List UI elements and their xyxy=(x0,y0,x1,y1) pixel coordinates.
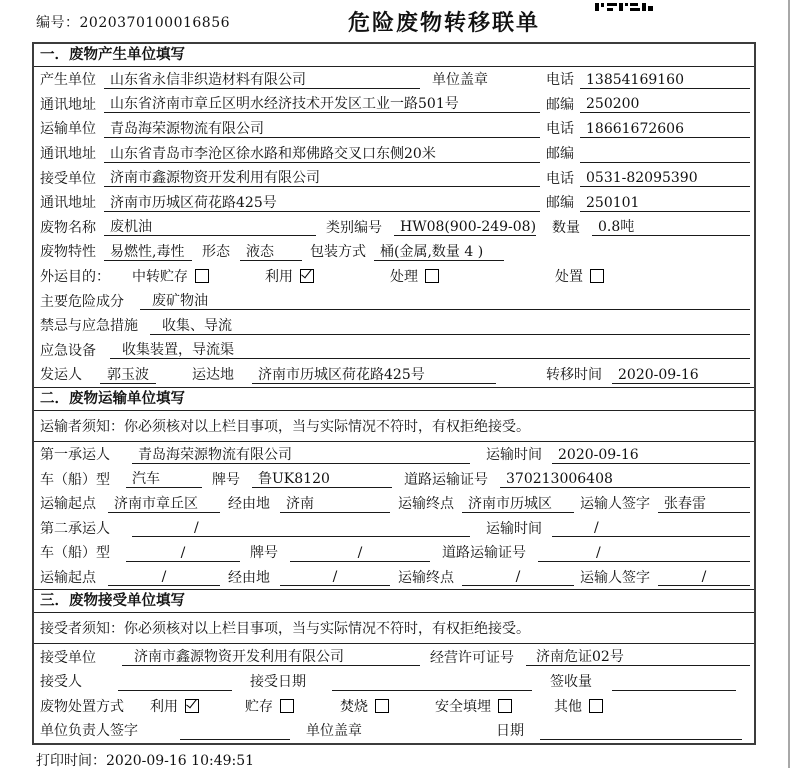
receiver-zip: 250101 xyxy=(580,193,750,212)
row-route1 xyxy=(34,491,754,516)
section3-header: 三．废物接受单位填写 xyxy=(34,589,754,613)
row-transporter xyxy=(34,116,754,141)
zip-label: 邮编 xyxy=(546,195,574,212)
packaging-value: 桶(金属,数量 4 ) xyxy=(374,242,504,261)
carrier1-name: 青岛海荣源物流有限公司 xyxy=(132,445,470,464)
checkbox-disposal-landfill xyxy=(498,699,512,713)
address-label: 通讯地址 xyxy=(40,146,96,163)
checkbox-treat xyxy=(425,269,439,283)
receiver-address: 济南市历城区荷花路425号 xyxy=(104,193,540,212)
shipper-label: 发运人 xyxy=(40,367,82,384)
producer-label: 产生单位 xyxy=(40,72,96,89)
print-time xyxy=(36,750,254,770)
transport-time-label: 运输时间 xyxy=(486,520,542,537)
shipper-name: 郭玉波 xyxy=(100,365,156,384)
road-permit1: 370213006408 xyxy=(500,469,750,488)
signed-amount xyxy=(612,672,736,691)
row-hazard xyxy=(34,288,754,313)
option-dispose: 处置 xyxy=(555,269,583,286)
row-waste-name xyxy=(34,215,754,240)
receiver-value: 济南市鑫源物资开发利用有限公司 xyxy=(104,168,540,187)
form-value: 液态 xyxy=(240,242,302,261)
license-label: 经营许可证号 xyxy=(430,649,514,666)
trait-label: 废物特性 xyxy=(40,244,96,261)
checkbox-disposal-use xyxy=(185,699,199,713)
zip-label: 邮编 xyxy=(546,146,574,163)
license-number: 济南危证02号 xyxy=(526,647,750,666)
road-permit-label: 道路运输证号 xyxy=(404,471,488,488)
row-receiver-address xyxy=(34,190,754,215)
quantity-value: 0.8吨 xyxy=(592,217,750,236)
transfer-time: 2020-09-16 xyxy=(612,365,750,384)
acceptor-name xyxy=(118,672,232,691)
print-time-label: 打印时间： xyxy=(36,753,106,769)
category-code: HW08(900-249-08) xyxy=(394,217,536,236)
producer-phone: 13854169160 xyxy=(580,70,750,89)
qr-code-fragment xyxy=(595,0,653,16)
plate-label: 牌号 xyxy=(250,545,278,562)
via2: / xyxy=(280,567,390,586)
option-treat: 处理 xyxy=(390,269,418,286)
producer-zip: 250200 xyxy=(580,94,750,113)
packaging-label: 包装方式 xyxy=(310,244,366,261)
accept-unit-label: 接受单位 xyxy=(40,649,96,666)
purpose-label: 外运目的： xyxy=(40,269,110,286)
serial-number: 2020370100016856 xyxy=(79,15,231,31)
transport-time2: / xyxy=(552,518,750,537)
row-accept-unit xyxy=(34,644,754,669)
trait-value: 易燃性,毒性 xyxy=(104,242,192,261)
origin-label: 运输起点 xyxy=(40,569,96,586)
row-transporter-address xyxy=(34,141,754,166)
endpoint-label: 运输终点 xyxy=(398,496,454,513)
phone-label: 电话 xyxy=(546,170,574,187)
option-store: 贮存 xyxy=(245,698,273,715)
carrier-sign-label: 运输人签字 xyxy=(580,496,650,513)
plate-number2: / xyxy=(290,543,430,562)
origin-label: 运输起点 xyxy=(40,496,96,513)
row-disposal xyxy=(34,693,754,718)
carrier-signature1: 张春雷 xyxy=(658,494,750,513)
row-shipper xyxy=(34,362,754,387)
option-other: 其他 xyxy=(554,698,582,715)
taboo-label: 禁忌与应急措施 xyxy=(40,318,138,335)
document-serial xyxy=(36,12,230,32)
road-permit-label: 道路运输证号 xyxy=(442,545,526,562)
waste-name: 废机油 xyxy=(104,217,316,236)
row-vehicle1 xyxy=(34,466,754,491)
endpoint2: / xyxy=(462,567,574,586)
via-label: 经由地 xyxy=(228,496,270,513)
option-incinerate: 焚烧 xyxy=(340,698,368,715)
checkbox-dispose xyxy=(590,269,604,283)
row-producer xyxy=(34,67,754,92)
endpoint-label: 运输终点 xyxy=(398,569,454,586)
page-title: 危险废物转移联单 xyxy=(347,10,541,36)
sign-date xyxy=(540,721,742,740)
signed-amount-label: 签收量 xyxy=(550,674,592,691)
carrier1-label: 第一承运人 xyxy=(40,447,110,464)
accept-date xyxy=(332,672,532,691)
row-acceptor xyxy=(34,669,754,694)
receiver-notice: 接受者须知：你必须核对以上栏目事项，当与实际情况不符时，有权拒绝接受。 xyxy=(34,613,754,644)
transporter-phone: 18661672606 xyxy=(580,119,750,138)
transporter-zip xyxy=(580,144,750,163)
equipment-value: 收集装置，导流渠 xyxy=(110,340,750,359)
accept-date-label: 接受日期 xyxy=(250,674,306,691)
receiver-phone: 0531-82095390 xyxy=(580,168,750,187)
vehicle-type-label: 车（船）型 xyxy=(40,471,110,488)
row-carrier1 xyxy=(34,442,754,467)
option-transfer-storage: 中转贮存 xyxy=(132,269,188,286)
disposal-label: 废物处置方式 xyxy=(40,698,124,715)
page-right-border xyxy=(788,0,790,768)
transporter-notice: 运输者须知：你必须核对以上栏目事项，当与实际情况不符时，有权拒绝接受。 xyxy=(34,411,754,442)
destination-label: 运达地 xyxy=(192,367,234,384)
transport-time1: 2020-09-16 xyxy=(552,445,750,464)
row-receiver xyxy=(34,165,754,190)
receiver-label: 接受单位 xyxy=(40,170,96,187)
carrier-signature2: / xyxy=(658,567,750,586)
unit-seal-label: 单位盖章 xyxy=(306,723,362,740)
hazard-value: 废矿物油 xyxy=(140,291,750,310)
carrier2-name: / xyxy=(132,518,470,537)
option-landfill: 安全填埋 xyxy=(435,698,491,715)
row-waste-traits xyxy=(34,239,754,264)
transporter-value: 青岛海荣源物流有限公司 xyxy=(104,119,540,138)
row-producer-address xyxy=(34,92,754,117)
serial-label: 编号： xyxy=(36,15,80,31)
transporter-address: 山东省青岛市李沧区徐水路和郑佛路交叉口东侧20米 xyxy=(104,144,540,163)
transporter-label: 运输单位 xyxy=(40,121,96,138)
waste-transfer-form xyxy=(32,42,756,745)
endpoint1: 济南市历城区 xyxy=(462,494,574,513)
hazard-label: 主要危险成分 xyxy=(40,293,124,310)
option-use: 利用 xyxy=(265,269,293,286)
form-label: 形态 xyxy=(202,244,230,261)
transfer-time-label: 转移时间 xyxy=(546,367,602,384)
checkbox-use xyxy=(300,269,314,283)
carrier2-label: 第二承运人 xyxy=(40,520,110,537)
option-use: 利用 xyxy=(150,698,178,715)
producer-value: 山东省永信非织造材料有限公司 xyxy=(104,70,420,89)
phone-label: 电话 xyxy=(546,72,574,89)
category-label: 类别编号 xyxy=(326,219,382,236)
row-taboo xyxy=(34,313,754,338)
checkbox-disposal-other xyxy=(589,699,603,713)
date-label: 日期 xyxy=(496,723,524,740)
phone-label: 电话 xyxy=(546,121,574,138)
quantity-label: 数量 xyxy=(552,219,580,236)
road-permit2: / xyxy=(538,543,750,562)
row-responsible-sign xyxy=(34,718,754,743)
carrier-sign-label: 运输人签字 xyxy=(580,569,650,586)
waste-name-label: 废物名称 xyxy=(40,219,96,236)
vehicle-type1: 汽车 xyxy=(126,469,202,488)
vehicle-type-label: 车（船）型 xyxy=(40,545,110,562)
vehicle-type2: / xyxy=(126,543,240,562)
row-carrier2 xyxy=(34,516,754,541)
row-equipment xyxy=(34,338,754,363)
taboo-value: 收集、导流 xyxy=(150,316,750,335)
plate-label: 牌号 xyxy=(212,471,240,488)
equipment-label: 应急设备 xyxy=(40,342,96,359)
checkbox-disposal-store xyxy=(280,699,294,713)
transport-time-label: 运输时间 xyxy=(486,447,542,464)
origin1: 济南市章丘区 xyxy=(108,494,220,513)
via-label: 经由地 xyxy=(228,569,270,586)
destination-value: 济南市历城区荷花路425号 xyxy=(252,365,496,384)
acceptor-label: 接受人 xyxy=(40,674,82,691)
origin2: / xyxy=(108,567,220,586)
responsible-sign-label: 单位负责人签字 xyxy=(40,723,138,740)
address-label: 通讯地址 xyxy=(40,96,96,113)
via1: 济南 xyxy=(280,494,390,513)
address-label: 通讯地址 xyxy=(40,195,96,212)
accept-unit-name: 济南市鑫源物资开发利用有限公司 xyxy=(122,647,420,666)
plate-number1: 鲁UK8120 xyxy=(252,469,392,488)
section1-header: 一．废物产生单位填写 xyxy=(34,44,754,67)
producer-address: 山东省济南市章丘区明水经济技术开发区工业一路501号 xyxy=(104,94,540,113)
section2-header: 二．废物运输单位填写 xyxy=(34,387,754,411)
checkbox-disposal-incinerate xyxy=(375,699,389,713)
responsible-signature xyxy=(180,721,290,740)
zip-label: 邮编 xyxy=(546,96,574,113)
row-vehicle2 xyxy=(34,540,754,565)
row-route2 xyxy=(34,565,754,590)
row-purpose xyxy=(34,264,754,289)
checkbox-transfer-storage xyxy=(195,269,209,283)
print-time-value: 2020-09-16 10:49:51 xyxy=(106,753,255,769)
unit-seal-label: 单位盖章 xyxy=(432,72,488,89)
